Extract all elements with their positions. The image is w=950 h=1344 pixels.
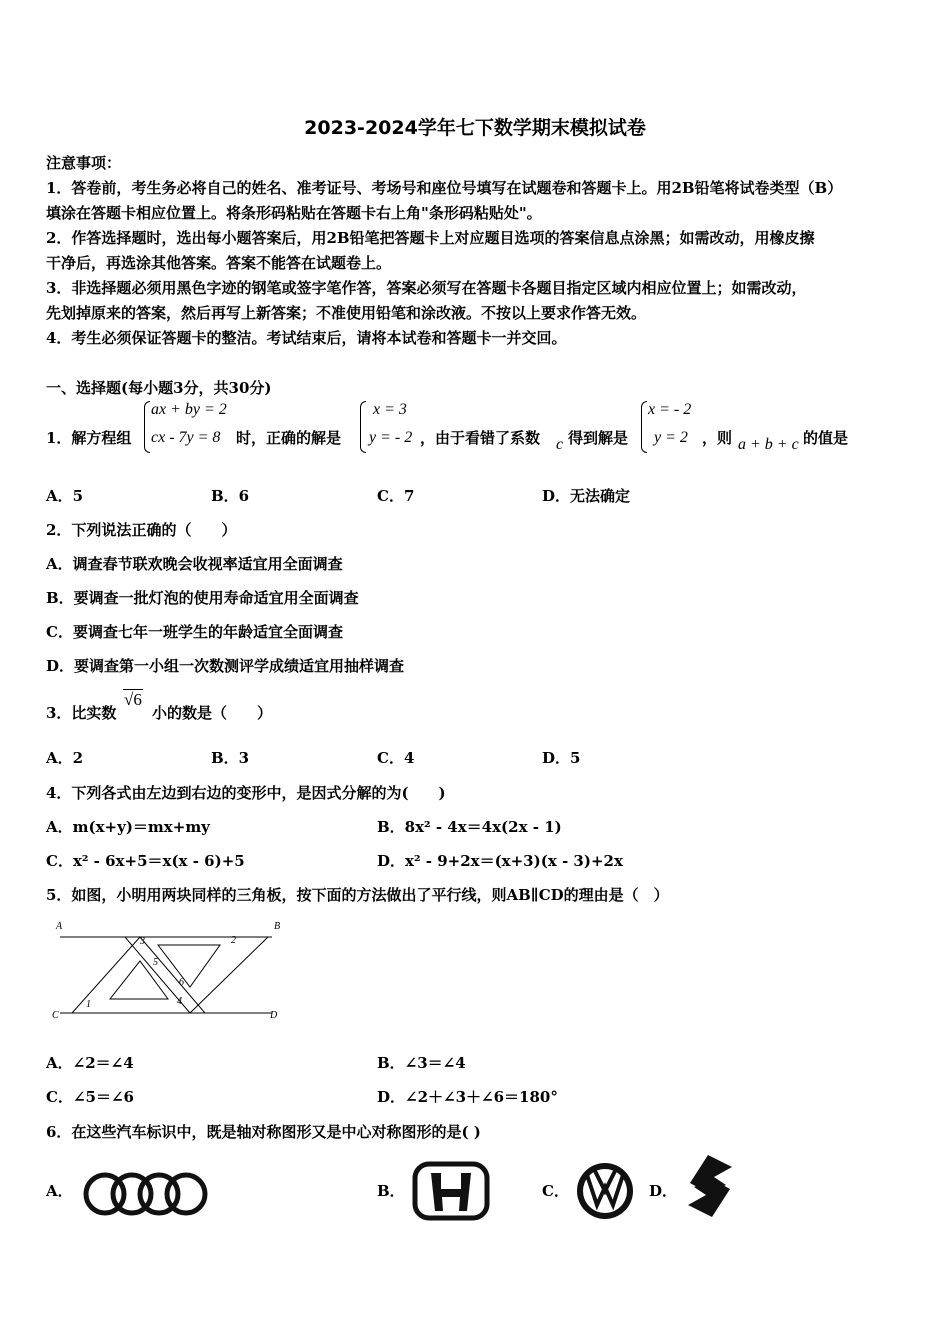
notice-line: 4．考生必须保证答题卡的整洁。考试结束后，请将本试卷和答题卡一并交回。 xyxy=(46,329,567,347)
q1-option-c[interactable]: C．7 xyxy=(377,487,415,505)
label-2: 2 xyxy=(231,935,236,946)
q1-sys1-eq1: ax + by = 2 xyxy=(151,401,227,418)
section-heading: 一、选择题(每小题3分，共30分) xyxy=(46,379,272,397)
q3-radical: √6 xyxy=(124,690,142,709)
label-1: 1 xyxy=(86,999,91,1010)
audi-logo xyxy=(80,1170,212,1218)
q4-option-b[interactable]: B．8x² - 4x＝4x(2x - 1) xyxy=(377,818,562,836)
q1-sys2-eq1: x = 3 xyxy=(373,401,407,418)
notice-line: 3．非选择题必须用黑色字迹的钢笔或签字笔作答，答案必须写在答题卡各题目指定区域内相应位置上；如需改动， xyxy=(46,279,807,297)
q6-stem: 6．在这些汽车标识中，既是轴对称图形又是中心对称图形的是( ) xyxy=(46,1123,481,1141)
q5-option-c[interactable]: C．∠5＝∠6 xyxy=(46,1088,134,1106)
q2-option-a[interactable]: A．调查春节联欢晚会收视率适宜用全面调查 xyxy=(46,555,343,573)
q5-stem: 5．如图，小明用两块同样的三角板，按下面的方法做出了平行线，则AB∥CD的理由是（ ） xyxy=(46,886,669,904)
q1-option-a[interactable]: A．5 xyxy=(46,487,84,505)
notice-line: 2．作答选择题时，选出每小题答案后，用2B铅笔把答题卡上对应题目选项的答案信息点涂黑；如需改动，用橡皮擦 xyxy=(46,229,815,247)
notice-line: 干净后，再选涂其他答案。答案不能答在试题卷上。 xyxy=(46,254,392,272)
q1-c: c xyxy=(556,436,564,453)
q3-option-c[interactable]: C．4 xyxy=(377,749,415,767)
q1-prefix: 1．解方程组 xyxy=(46,429,132,447)
triangle-left-inner xyxy=(110,961,168,999)
honda-logo xyxy=(411,1161,491,1221)
q1-mid3: 得到解是 xyxy=(568,429,629,447)
q1-sys3-eq1: x = - 2 xyxy=(648,401,692,418)
q1-brace xyxy=(641,401,647,453)
label-b: B xyxy=(274,921,281,932)
q1-sys2-eq2: y = - 2 xyxy=(369,429,413,446)
label-5: 5 xyxy=(153,957,158,968)
label-3: 3 xyxy=(140,936,145,947)
q2-stem: 2．下列说法正确的（ ） xyxy=(46,521,237,539)
page-title: 2023-2024学年七下数学期末模拟试卷 xyxy=(304,117,646,139)
q1-mid2: ，由于看错了系数 xyxy=(420,429,541,447)
label-4: 4 xyxy=(177,996,182,1007)
label-6: 6 xyxy=(179,977,184,988)
q6-label-d[interactable]: D． xyxy=(649,1182,678,1200)
q3-suffix: 小的数是（ ） xyxy=(152,704,273,722)
q1-mid1: 时，正确的解是 xyxy=(236,429,342,447)
q3-prefix: 3．比实数 xyxy=(46,704,117,722)
label-c: C xyxy=(52,1010,59,1021)
suzuki-logo xyxy=(684,1153,736,1219)
q1-sys3-eq2: y = 2 xyxy=(654,429,688,446)
notice-heading: 注意事项： xyxy=(46,154,122,172)
q4-option-a[interactable]: A．m(x+y)＝mx+my xyxy=(46,818,210,836)
notice-line: 先划掉原来的答案，然后再写上新答案；不准使用铅笔和涂改液。不按以上要求作答无效。 xyxy=(46,304,647,322)
volkswagen-logo xyxy=(573,1161,637,1221)
q6-label-a[interactable]: A． xyxy=(46,1182,73,1200)
q5-figure xyxy=(50,915,290,1025)
q5-option-a[interactable]: A．∠2＝∠4 xyxy=(46,1054,134,1072)
q2-option-d[interactable]: D．要调查第一小组一次数测评学成绩适宜用抽样调查 xyxy=(46,657,405,675)
label-d: D xyxy=(270,1010,278,1021)
q1-option-d[interactable]: D．无法确定 xyxy=(542,487,631,505)
q1-option-b[interactable]: B．6 xyxy=(211,487,250,505)
notice-line: 填涂在答题卡相应位置上。将条形码粘贴在答题卡右上角"条形码粘贴处"。 xyxy=(46,204,542,222)
q3-option-d[interactable]: D．5 xyxy=(542,749,581,767)
q4-option-d[interactable]: D．x² - 9+2x＝(x+3)(x - 3)+2x xyxy=(377,852,623,870)
q1-suffix: 的值是 xyxy=(803,429,849,447)
q1-mid4: ，则 xyxy=(702,429,733,447)
notice-line: 1．答卷前，考生务必将自己的姓名、准考证号、考场号和座位号填写在试题卷和答题卡上。用2B铅笔将试卷类型（B） xyxy=(46,179,843,197)
q1-brace xyxy=(360,401,366,453)
q1-brace xyxy=(144,401,150,453)
q4-option-c[interactable]: C．x² - 6x+5＝x(x - 6)+5 xyxy=(46,852,245,870)
q5-option-d[interactable]: D．∠2＋∠3＋∠6＝180° xyxy=(377,1088,558,1106)
label-a: A xyxy=(56,921,63,932)
q2-option-c[interactable]: C．要调查七年一班学生的年龄适宜全面调查 xyxy=(46,623,343,641)
q6-label-b[interactable]: B． xyxy=(377,1182,405,1200)
q3-option-a[interactable]: A．2 xyxy=(46,749,84,767)
triangle-right-inner xyxy=(158,945,220,987)
q1-expr: a + b + c xyxy=(738,436,799,453)
q1-sys1-eq2: cx - 7y = 8 xyxy=(151,429,221,446)
q3-option-b[interactable]: B．3 xyxy=(211,749,250,767)
q4-stem: 4．下列各式由左边到右边的变形中，是因式分解的为( ) xyxy=(46,784,446,802)
q2-option-b[interactable]: B．要调查一批灯泡的使用寿命适宜用全面调查 xyxy=(46,589,359,607)
triangle-right-outer xyxy=(125,937,268,1013)
triangle-left-outer xyxy=(72,937,205,1013)
q6-label-c[interactable]: C． xyxy=(542,1182,569,1200)
q5-option-b[interactable]: B．∠3＝∠4 xyxy=(377,1054,466,1072)
